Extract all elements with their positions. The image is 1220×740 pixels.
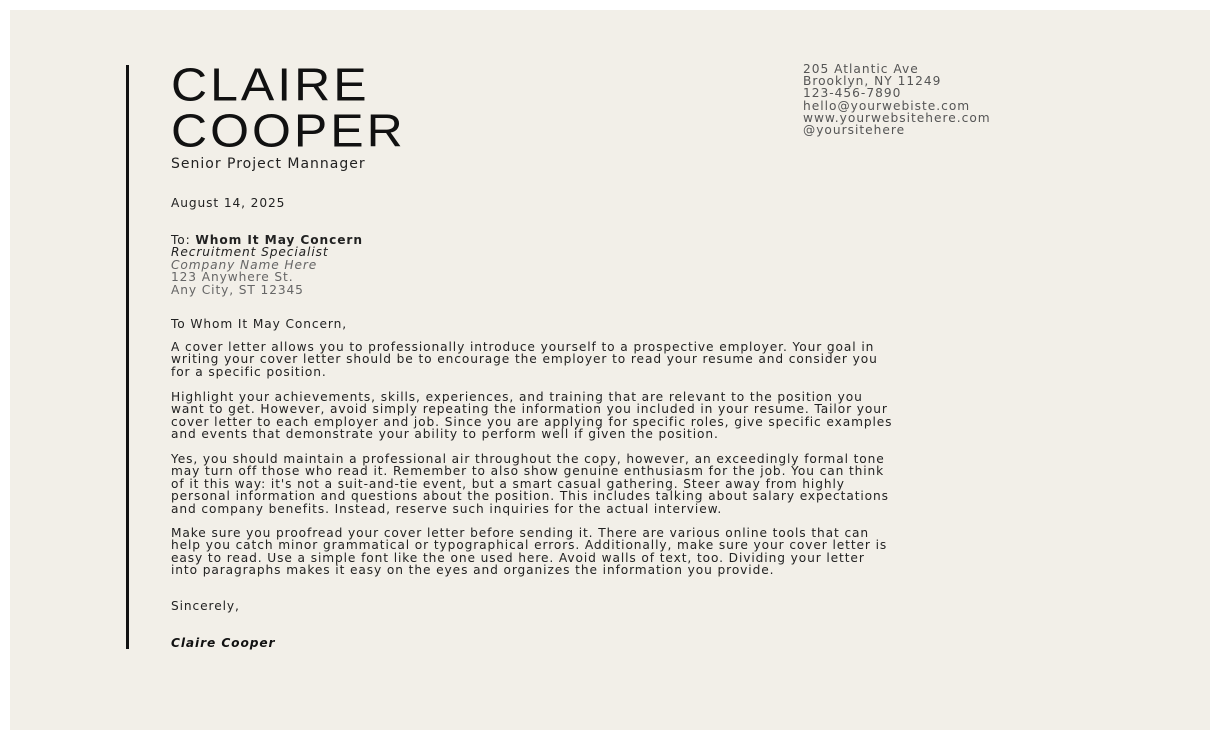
address-line2: Brooklyn, NY 11249 — [803, 74, 942, 89]
paragraph-line: writing your cover letter should be to encourage the employer to read your resume and consider you — [171, 352, 878, 367]
letter-date: August 14, 2025 — [171, 196, 286, 210]
phone: 123-456-7890 — [803, 86, 902, 101]
recipient-block — [171, 234, 363, 296]
website: www.yourwebsitehere.com — [803, 110, 991, 125]
email: hello@yourwebiste.com — [803, 98, 971, 113]
address-line1: 205 Atlantic Ave — [803, 62, 919, 76]
paragraph-line: Make sure you proofread your cover letter before sending it. There are various online tools that can — [171, 526, 870, 540]
body-paragraph-1 — [171, 341, 878, 378]
body-paragraph-2 — [171, 391, 892, 441]
paragraph-line: and company benefits. Instead, reserve such inquiries for the actual interview. — [171, 501, 723, 516]
paragraph-line: for a specific position. — [171, 364, 327, 379]
paragraph-line: may turn off those who read it. Remember to also show genuine enthusiasm for the job. You can think — [171, 464, 885, 479]
social-handle: @yoursitehere — [803, 123, 906, 138]
signature: Claire Cooper — [171, 636, 276, 650]
paragraph-line: into paragraphs makes it easy on the eyes and organizes the information you provide. — [171, 563, 775, 578]
paragraph-line: help you catch minor grammatical or typographical errors. Additionally, make sure your cover letter is — [171, 538, 888, 553]
job-title: Senior Project Mannager — [171, 156, 366, 172]
contact-block — [803, 63, 991, 136]
paragraph-line: and events that demonstrate your ability to perform well if given the position. — [171, 427, 719, 442]
recipient-name: Whom It May Concern — [195, 233, 363, 247]
paragraph-line: personal information and questions about the position. This includes talking about salary expectations — [171, 489, 889, 504]
paragraph-line: cover letter to each employer and job. Since you are applying for specific roles, give specific examples — [171, 414, 893, 429]
salutation: To Whom It May Concern, — [171, 317, 347, 331]
paragraph-line: Yes, you should maintain a professional air throughout the copy, however, an exceedingly formal tone — [171, 452, 885, 466]
paragraph-line: want to get. However, avoid simply repeating the information you included in your resume. Tailor your — [171, 402, 888, 417]
paragraph-line: easy to read. Use a simple font like the one used here. Avoid walls of text, too. Dividing your letter — [171, 550, 865, 565]
first-name: CLAIRE — [171, 59, 370, 111]
recipient-role: Recruitment Specialist — [171, 245, 329, 260]
recipient-company: Company Name Here — [171, 257, 318, 272]
paragraph-line: Highlight your achievements, skills, experiences, and training that are relevant to the position you — [171, 390, 863, 404]
recipient-city: Any City, ST 12345 — [171, 282, 304, 297]
last-name: COOPER — [171, 105, 406, 157]
recipient-street: 123 Anywhere St. — [171, 270, 294, 285]
body-paragraph-4 — [171, 527, 887, 577]
accent-vertical-rule — [126, 65, 129, 649]
paragraph-line: of it this way: it's not a suit-and-tie event, but a smart casual gathering. Steer away from highly — [171, 476, 845, 491]
body-paragraph-3 — [171, 453, 889, 515]
to-label: To: — [171, 233, 191, 247]
closing: Sincerely, — [171, 599, 240, 613]
paragraph-line: A cover letter allows you to professionally introduce yourself to a prospective employer. Your goal in — [171, 340, 875, 354]
